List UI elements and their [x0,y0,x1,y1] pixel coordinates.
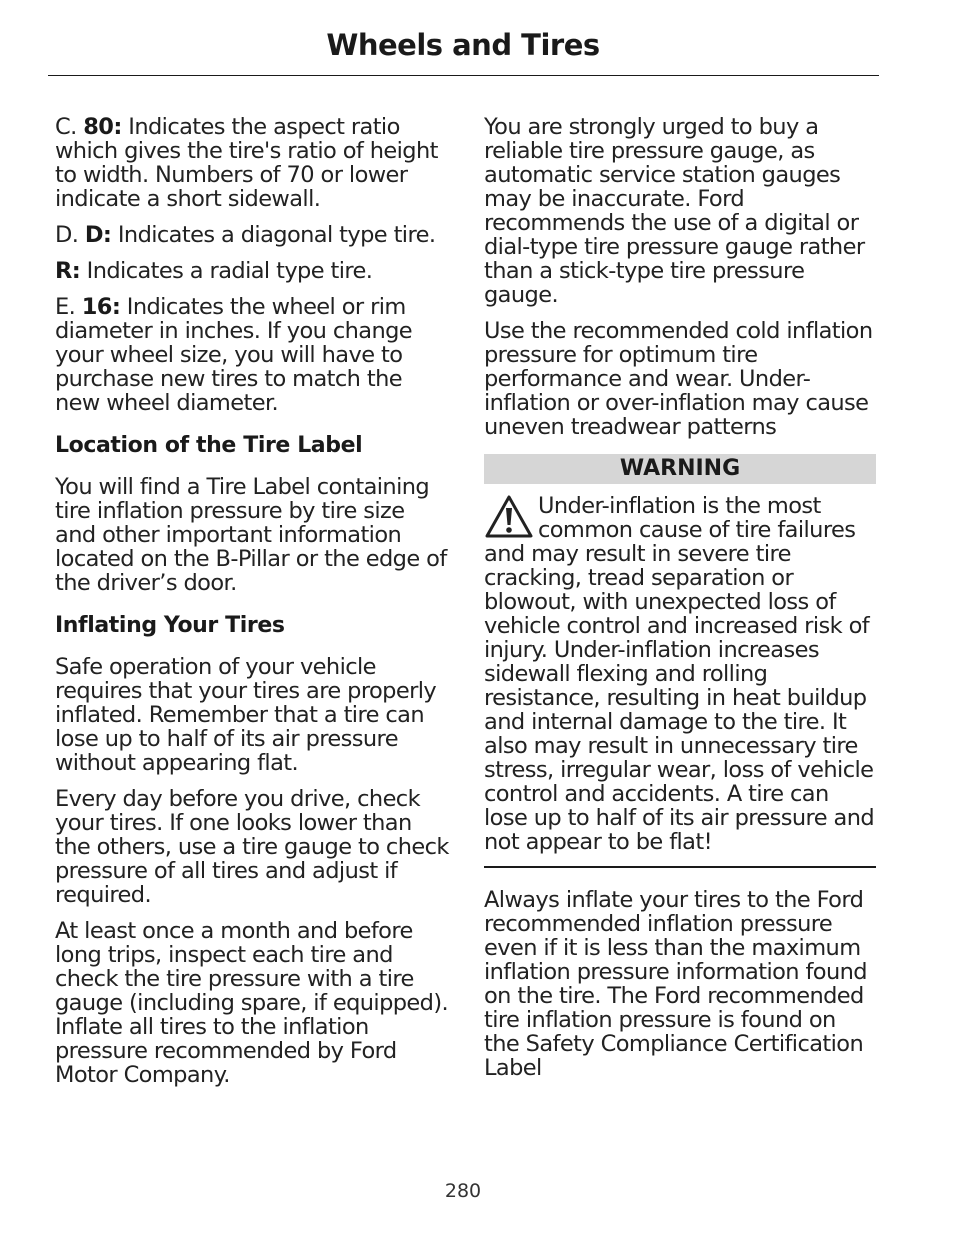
item-e-paragraph [55,295,450,415]
paragraph-pressure-gauge: You are strongly urged to buy a reliable tire pressure gauge, as automatic service station gauges may be inaccurate. Ford recommends the use of a digital or dial-type tire pressure gauge rather than a stick-type tire pressure gauge. [484,114,865,308]
warning-triangle-icon [484,494,534,540]
item-e-text: Indicates the wheel or rim diameter in inches. If you change your wheel size, you will have to purchase new tires to match the new wheel diameter. [55,294,413,416]
item-r-text: Indicates a radial type tire. [80,258,373,284]
item-c-text: Indicates the aspect ratio which gives the tire's ratio of height to width. Numbers of 70 or lower indicate a short sidewall. [55,114,438,212]
item-e-code: 16: [81,294,121,320]
paragraph-cold-inflation: Use the recommended cold inflation pressure for optimum tire performance and wear. Under-inflation or over-inflation may cause uneven treadwear patterns [484,318,873,440]
item-r-code: R: [55,258,81,284]
item-e-prefix: E. [55,294,82,320]
left-column [55,115,450,1099]
item-c-prefix: C. [55,114,84,140]
item-d-code: D: [84,222,112,248]
warning-text: Under-inflation is the most common cause of tire failures and may result in severe tire cracking, tread separation or blowout, with unexpected loss of vehicle control and increased risk of injury. Under-inflation increases sidewall flexing and rolling resistance, resulting in heat buildup and internal damage to the tire. It also may result in unnecessary tire stress, irregular wear, loss of vehicle control and accidents. A tire can lose up to half of its air pressure and not appear to be flat! [484,493,875,855]
heading-inflating-tires: Inflating Your Tires [55,613,285,638]
item-c-code: 80: [83,114,122,140]
warning-box [484,494,876,868]
page-title: Wheels and Tires [326,28,600,62]
item-d-text: Indicates a diagonal type tire. [111,222,436,248]
item-d-paragraph [55,223,450,247]
warning-label: WARNING [484,454,876,484]
paragraph-monthly-check: At least once a month and before long trips, inspect each tire and check the tire pressure with a tire gauge (including spare, if equipped). Inflate all tires to the inflation pressure recommended by Ford Motor Company. [55,918,449,1088]
paragraph-tire-label-location: You will find a Tire Label containing tire inflation pressure by tire size and other important information located on the B-Pillar or the edge of the driver’s door. [55,474,447,596]
item-r-paragraph [55,259,450,283]
paragraph-safe-operation: Safe operation of your vehicle requires that your tires are properly inflated. Remember that a tire can lose up to half of its air pressure without appearing flat. [55,654,437,776]
heading-tire-label-location: Location of the Tire Label [55,433,363,458]
item-c-paragraph [55,115,450,211]
paragraph-daily-check: Every day before you drive, check your tires. If one looks lower than the others, use a tire gauge to check pressure of all tires and adjust if required. [55,786,449,908]
paragraph-always-inflate: Always inflate your tires to the Ford recommended inflation pressure even if it is less than the maximum inflation pressure information found on the tire. The Ford recommended tire inflation pressure is found on the Safety Compliance Certification Label [484,887,867,1081]
page-number: 280 [444,1180,482,1202]
item-d-prefix: D. [55,222,85,248]
header-rule [48,75,879,76]
warning-end-rule [484,866,876,868]
right-column [484,115,876,1092]
